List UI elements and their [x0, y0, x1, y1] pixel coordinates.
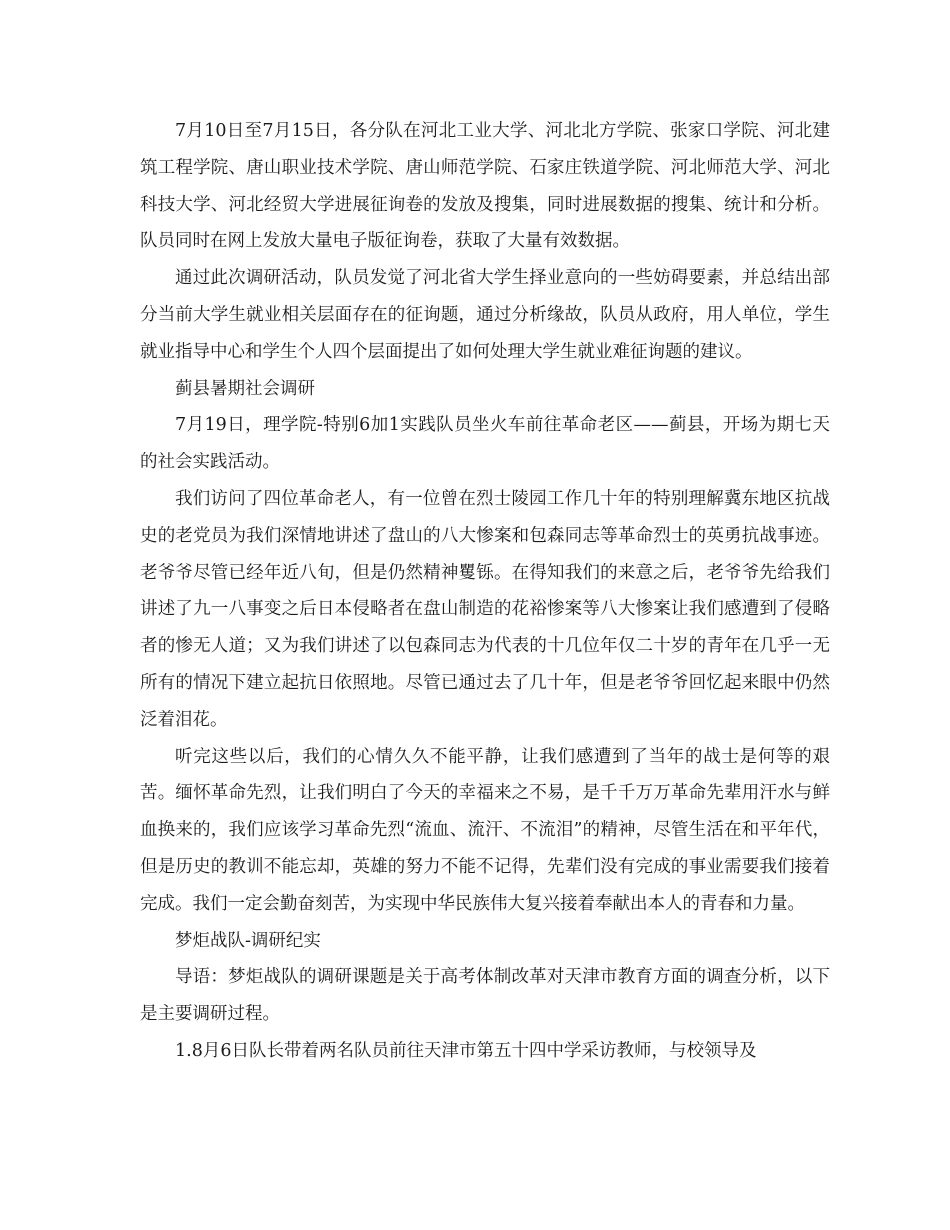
paragraph-veteran-visit: 我们访问了四位革命老人，有一位曾在烈士陵园工作几十年的特别理解冀东地区抗战史的老党员为我们深情地讲述了盘山的八大惨案和包森同志等革命烈士的英勇抗战事迹。老爷爷尽管已经年近八旬，但是仍然精神矍铄。在得知我们的来意之后，老爷爷先给我们讲述了九一八事变之后日本侵略者在盘山制造的花裕惨案等八大惨案让我们感遭到了侵略者的惨无人道；又为我们讲述了以包森同志为代表的十几位年仅二十岁的青年在几乎一无所有的情况下建立起抗日依照地。尽管已通过去了几十年，但是老爷爷回忆起来眼中仍然泛着泪花。 — [140, 488, 830, 730]
paragraph-jixian-intro: 7月19日，理学院-特别6加1实践队员坐火车前往革命老区——蓟县，开场为期七天的社会实践活动。 — [140, 415, 830, 473]
paragraph-reflection: 听完这些以后，我们的心情久久不能平静，让我们感遭到了当年的战士是何等的艰苦。缅怀革命先烈，让我们明白了今天的幸福来之不易，是千千万万革命先辈用汗水与鲜血换来的，我们应该学习革命先烈“流血、流汗、不流泪”的精神，尽管生活在和平年代，但是历史的教训不能忘却，英雄的努力不能不记得，先辈们没有完成的事业需要我们接着完成。我们一定会勤奋刻苦，为实现中华民族伟大复兴接着奉献出本人的青春和力量。 — [140, 746, 830, 914]
paragraph-research-findings: 通过此次调研活动，队员发觉了河北省大学生择业意向的一些妨碍要素，并总结出部分当前大学生就业相关层面存在的征询题，通过分析缘故，队员从政府，用人单位，学生就业指导中心和学生个人四个层面提出了如何处理大学生就业难征询题的建议。 — [140, 268, 830, 362]
paragraph-aug6-visit: 1.8月6日队长带着两名队员前往天津市第五十四中学采访教师，与校领导及 — [175, 1040, 757, 1061]
document-page — [140, 113, 830, 1070]
section-heading-mengju: 梦炬战队-调研纪实 — [175, 930, 321, 951]
paragraph-mengju-intro: 导语：梦炬战队的调研课题是关于高考体制改革对天津市教育方面的调查分析，以下是主要调研过程。 — [140, 967, 830, 1025]
paragraph-field-survey: 7月10日至7月15日，各分队在河北工业大学、河北北方学院、张家口学院、河北建筑工程学院、唐山职业技术学院、唐山师范学院、石家庄铁道学院、河北师范大学、河北科技大学、河北经贸大学进展征询卷的发放及搜集，同时进展数据的搜集、统计和分析。队员同时在网上发放大量电子版征询卷，获取了大量有效数据。 — [140, 121, 830, 252]
section-heading-jixian: 蓟县暑期社会调研 — [175, 378, 315, 399]
